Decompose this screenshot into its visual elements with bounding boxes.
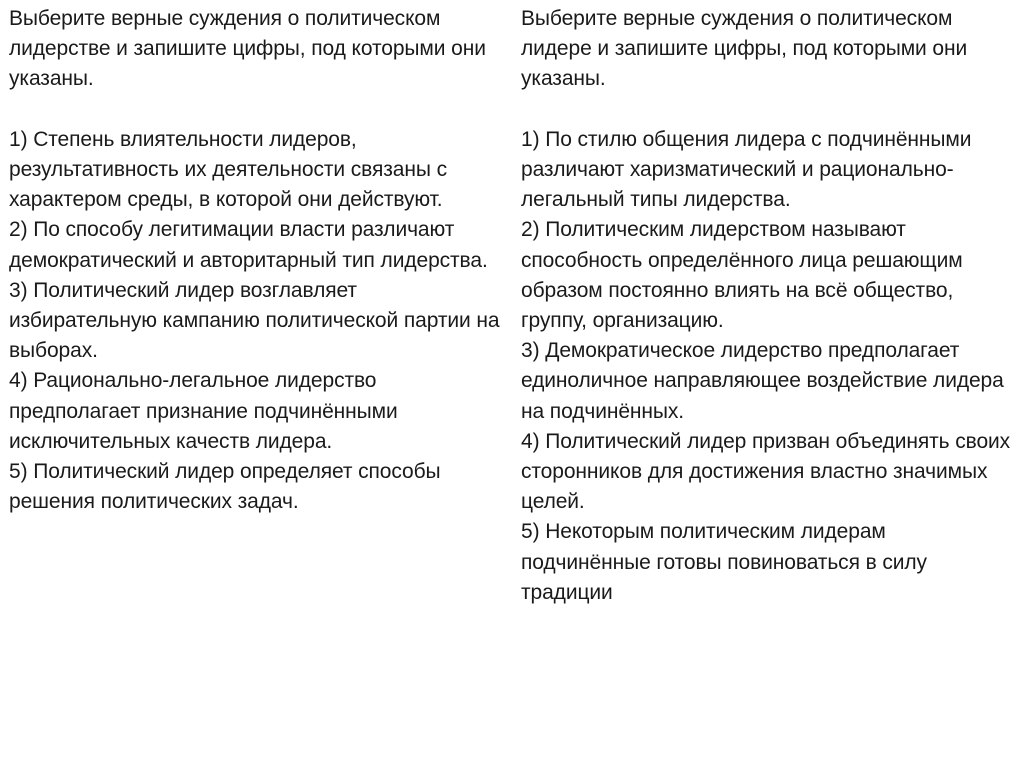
right-statements-list (521, 125, 1015, 608)
left-statement-5: 5) Политический лидер определяет способы решения политических задач. (9, 460, 441, 514)
right-statement-1: 1) По стилю общения лидера с подчинёнными различают харизматический и рационально-легальный типы лидерства. (521, 127, 972, 212)
right-task-prompt: Выберите верные суждения о политическом лидере и запишите цифры, под которыми они указаны. (521, 7, 968, 91)
right-statement-5: 5) Некоторым политическим лидерам подчинённые готовы повиноваться в силу традиции (521, 520, 927, 604)
left-statement-3: 3) Политический лидер возглавляет избирательную кампанию политической партии на выборах. (9, 278, 500, 363)
left-statement-2: 2) По способу легитимации власти различают демократический и авторитарный тип лидерства. (9, 218, 488, 272)
right-statement-3: 3) Демократическое лидерство предполагает единоличное направляющее воздействие лидера на подчинённых. (521, 339, 1004, 423)
right-task-column (521, 4, 1015, 608)
left-task-column (9, 4, 505, 517)
left-statement-4: 4) Рационально-легальное лидерство предполагает признание подчинёнными исключительных качеств лидера. (9, 369, 398, 453)
left-task-prompt: Выберите верные суждения о политическом лидерстве и запишите цифры, под которыми они указаны. (9, 7, 486, 91)
left-statement-1: 1) Степень влиятельности лидеров, результативность их деятельности связаны с характером среды, в которой они действуют. (9, 127, 447, 212)
right-statement-2: 2) Политическим лидерством называют способность определённого лица решающим образом постоянно влиять на всё общество, группу, организацию. (521, 218, 963, 333)
right-statement-4: 4) Политический лидер призван объединять своих сторонников для достижения властно значимых целей. (521, 429, 1011, 514)
left-statements-list (9, 125, 505, 518)
